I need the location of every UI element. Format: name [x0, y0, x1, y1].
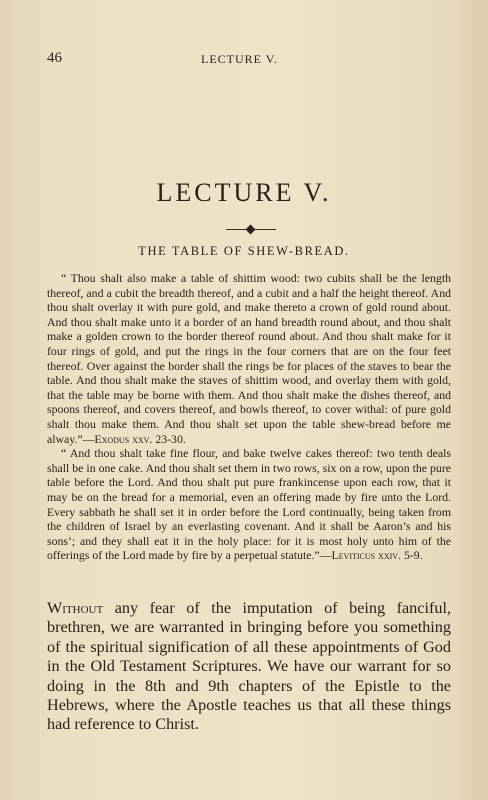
scripture-quotation [47, 271, 451, 563]
ornamental-divider [226, 225, 276, 235]
lecture-title: LECTURE V. [156, 178, 332, 207]
page-header [47, 50, 447, 70]
divider-rule-right [255, 229, 276, 230]
page-number: 46 [47, 50, 62, 66]
divider-rule-left [226, 229, 247, 230]
quote-reference: Leviticus xxiv. 5-9. [331, 548, 423, 563]
running-head: LECTURE V. [201, 52, 278, 66]
quote-reference: Exodus xxv. 23-30. [94, 431, 186, 446]
quote-paragraph [47, 446, 451, 563]
quote-text: “ Thou shalt also make a table of shittim wood: two cubits shall be the length thereof, and a cubit the breadth thereof, and a cubit and a half the height thereof. And thou shalt overlay it with pure gold, and make thereto a crown of gold round about. And thou shalt make unto it a border of an hand breadth round about, and thou shalt make a golden crown to the border thereof round about. And thou shalt make for it four rings of gold, and put the rings in the four corners that are on the four feet thereof. Over against the border shall the rings be for places of the staves to bear the table. And thou shalt make the staves of shittim wood, and overlay them with gold, that the table may be borne with them. And thou shalt make the dishes thereof, and spoons thereof, and covers thereof, and bowls thereof, to cover withal: of pure gold shalt thou make them. And thou shalt set upon the table shew-bread before me alway.”— [47, 271, 451, 446]
body-text: any fear of the imputation of being fanciful, brethren, we are warranted in bringing before you something of the spiritual signification of all these appointments of God in the Old Testament Scriptures. We have our warrant for so doing in the 8th and 9th chapters of the Epistle to the Hebrews, where the Apostle teaches us that all these things had reference to Christ. [47, 599, 451, 734]
lead-word: Without [47, 599, 104, 617]
body-paragraph [47, 599, 451, 735]
section-title: THE TABLE OF SHEW-BREAD. [138, 244, 350, 258]
quote-text: “ And thou shalt take fine flour, and bake twelve cakes thereof: two tenth deals shall be in one cake. And thou shalt set them in two rows, six on a row, upon the pure table before the Lord. And thou shalt put pure frankincense upon each row, that it may be on the bread for a memorial, even an offering made by fire unto the Lord. Every sabbath he shall set it in order before the Lord continually, being taken from the children of Israel by an everlasting covenant. And it shall be Aaron’s and his sons’; and they shall eat it in the holy place: for it is most holy unto him of the offerings of the Lord made by fire by a perpetual statute.”— [47, 446, 451, 563]
diamond-ornament-icon [246, 225, 256, 235]
quote-paragraph [47, 271, 451, 446]
